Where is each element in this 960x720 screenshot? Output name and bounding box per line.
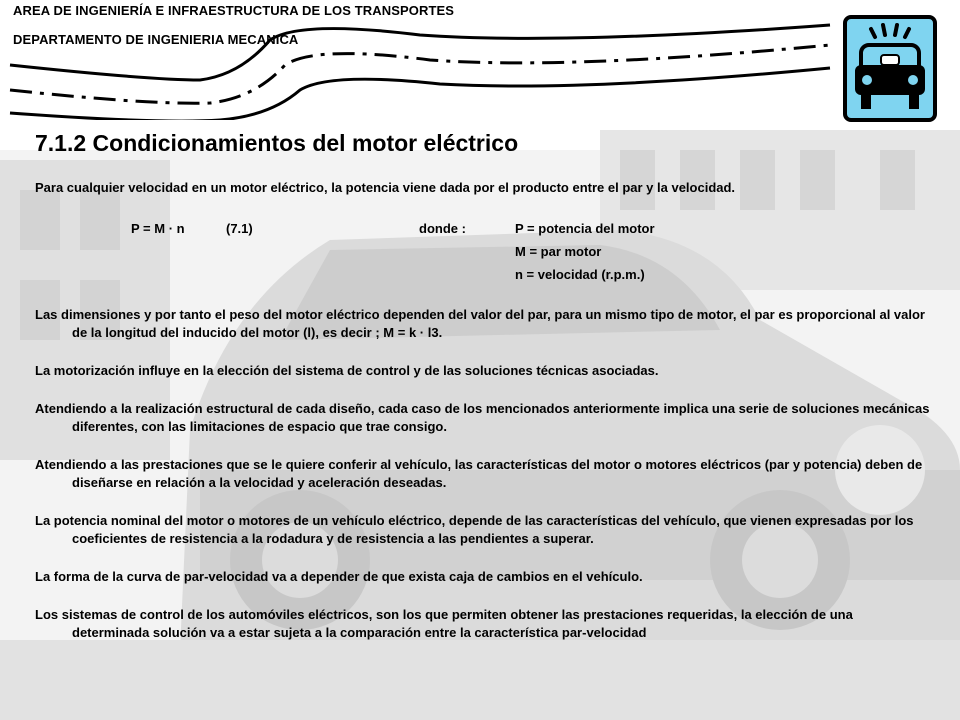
header-department-title: DEPARTAMENTO DE INGENIERIA MECANICA xyxy=(13,32,299,47)
paragraph: Los sistemas de control de los automóviles eléctricos, son los que permiten obtener las prestaciones requeridas, la elección de una determinada solución va a estar sujeta a la comparación entre la característica par-velocidad xyxy=(35,607,853,640)
formula-definition: n = velocidad (r.p.m.) xyxy=(515,267,645,282)
paragraph: La forma de la curva de par-velocidad va a depender de que exista caja de cambios en el vehículo. xyxy=(35,569,643,584)
paragraph: La potencia nominal del motor o motores de un vehículo eléctrico, depende de las características del vehículo, que vienen expresadas por los coeficientes de resistencia a la rodadura y de resistencia a las pendientes a superar. xyxy=(35,513,914,546)
formula-definition: M = par motor xyxy=(515,244,602,259)
formula-block xyxy=(35,217,930,286)
paragraph: Atendiendo a la realización estructural de cada diseño, cada caso de los mencionados anteriormente implica una serie de soluciones mecánicas diferentes, con las limitaciones de espacio que trae consigo. xyxy=(35,401,930,434)
page-title: 7.1.2 Condicionamientos del motor eléctrico xyxy=(35,130,519,156)
formula-number: (7.1) xyxy=(226,221,253,236)
formula-where-label: donde : xyxy=(419,221,466,236)
formula-expression: P = M · n xyxy=(131,221,185,236)
paragraph: Las dimensiones y por tanto el peso del motor eléctrico dependen del valor del par, para un mismo tipo de motor, el par es proporcional al valor de la longitud del inducido del motor (l), es decir ; M = k · l3. xyxy=(35,307,925,340)
header-area-title: AREA DE INGENIERÍA E INFRAESTRUCTURA DE LOS TRANSPORTES xyxy=(13,3,455,18)
car-icon xyxy=(843,15,937,122)
content-body xyxy=(35,179,930,642)
paragraph: La motorización influye en la elección del sistema de control y de las soluciones técnicas asociadas. xyxy=(35,363,659,378)
paragraph: Atendiendo a las prestaciones que se le quiere conferir al vehículo, las características del motor o motores eléctricos (par y potencia) deben de diseñarse en relación a la velocidad y aceleración deseadas. xyxy=(35,457,923,490)
intro-paragraph: Para cualquier velocidad en un motor eléctrico, la potencia viene dada por el producto entre el par y la velocidad. xyxy=(35,180,736,195)
formula-definition: P = potencia del motor xyxy=(515,221,655,236)
